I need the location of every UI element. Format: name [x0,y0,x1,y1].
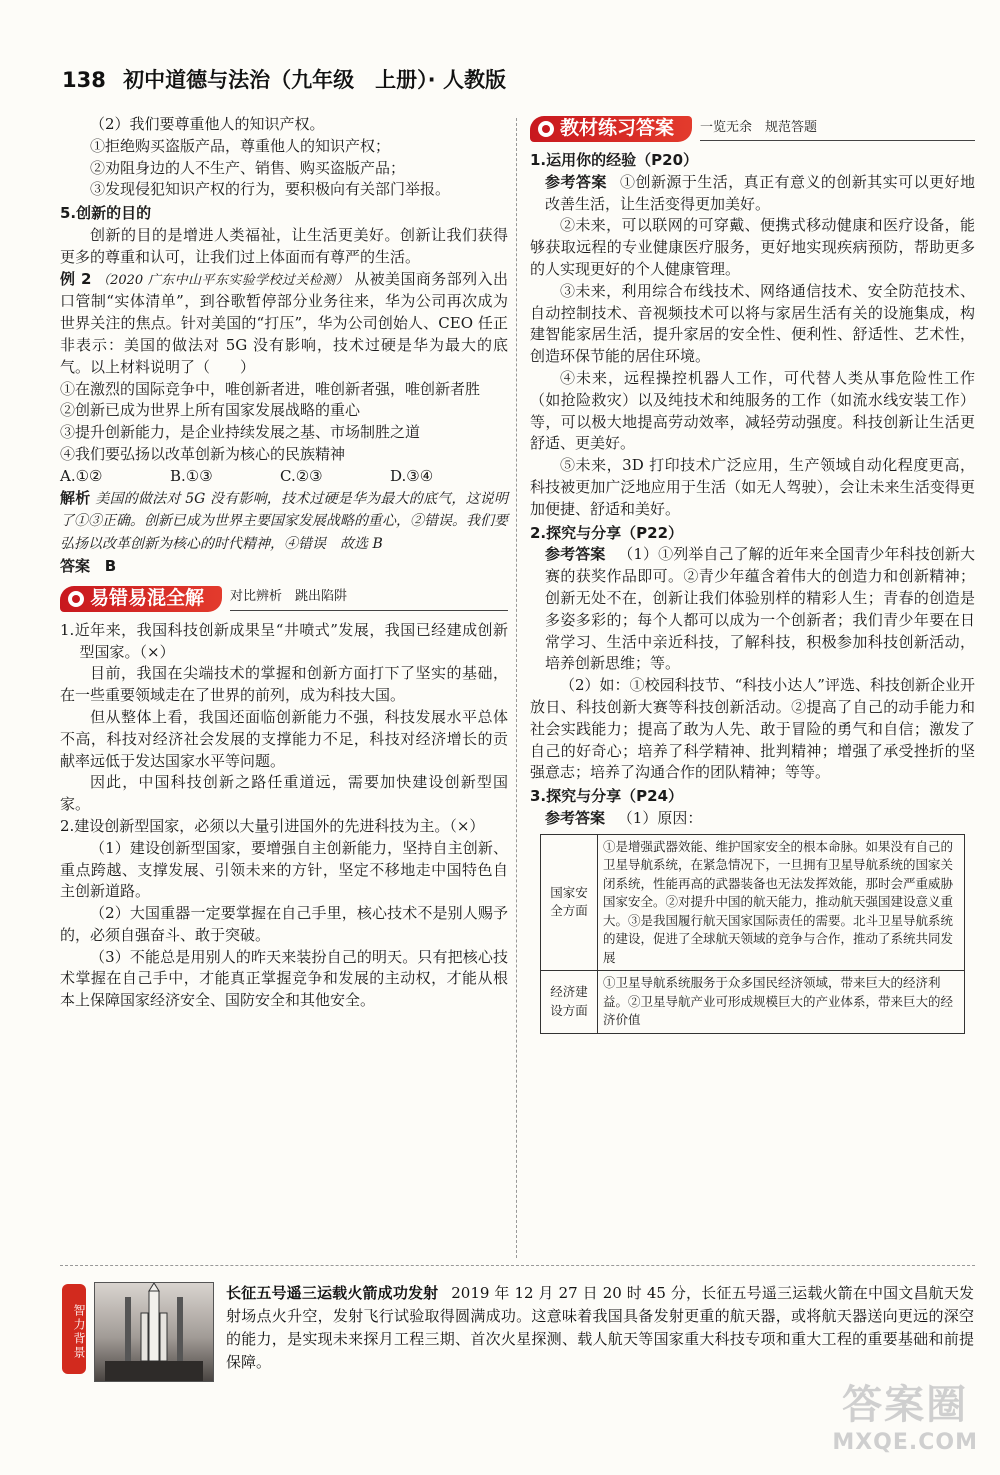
ip-item-2: （2）我们要尊重他人的知识产权。 [90,115,325,133]
error-1-title: 1.近年来，我国科技创新成果呈“井喷式”发展，我国已经建成创新型国家。（×） [60,620,508,661]
section-5-body: 创新的目的是增进人类福祉，让生活更美好。创新让我们获得更多的尊重和认可，让我们过上体面而有尊严的生活。 [60,225,508,266]
q1-para: ④未来，远程操控机器人工作，可代替人类从事危险性工作（如抢险救灾）以及纯技术和纯服务的工作（如流水线安装工作）等，可以极大地提高劳动效率，减轻劳动强度。科技创新让生活更舒适、更美好。 [530,368,975,453]
page-header [62,64,506,94]
choice-b: B.①③ [170,466,213,485]
table-body-cell: ①是增强武器效能、维护国家安全的根本命脉。如果没有自己的卫星导航系统，在紧急情况下，一旦拥有卫星导航系统的国家关闭系统，性能再高的武器装备也无法发挥效能，那时会严重威胁国家安全。②对提升中国的航天能力，推动航天强国建设意义重大。③是我国履行航天国家国际责任的需要。北斗卫星导航系统的建设，促进了全球航天领域的竞争与合作，推动了系统共同发展 [598,834,965,971]
footer-divider [60,1265,975,1266]
example-2-option: ④我们要弘扬以改革创新为核心的民族精神 [60,444,346,463]
error-2-para: （3）不能总是用别人的昨天来装扮自己的明天。只有把核心技术掌握在自己手中，才能真正掌握竞争和发展的主动权，才能从根本上保障国家经济安全、国防安全和其他安全。 [60,947,508,1010]
error-2-title: 2.建设创新型国家，必须以大量引进国外的先进科技为主。（×） [60,816,485,835]
column-divider [516,118,517,1258]
q1-para: ③未来，利用综合布线技术、网络通信技术、安全防范技术、自动控制技术、音视频技术可以将与家居生活有关的设施集成，构建智能家居生活，提升家居的安全性、便利性、舒适性、艺术性，创造环保节能的居住环境。 [530,281,975,366]
error-section-subtitle: 对比辨析 跳出陷阱 [230,586,508,611]
choice-d: D.③④ [390,466,434,485]
example-2-body: 从被美国商务部列入出口管制“实体清单”，到谷歌暂停部分业务往来，华为公司再次成为世界关注的焦点。针对美国的“打压”，华为公司创始人、CEO 任正非表示：美国的做法对 5G 没有影响，技术过硬是华为最大的底气。以上材料说明了（ ） [60,269,508,376]
ip-item-2-2: ②劝阻身边的人不生产、销售、购买盗版产品； [90,158,406,177]
example-2-source: （2020 广东中山平东实验学校过关检测） [96,272,350,288]
error-1-para: 但从整体上看，我国还面临创新能力不强，科技发展水平总体不高，科技对经济社会发展的支撑能力不足，科技对经济增长的贡献率远低于发达国家水平等问题。 [60,707,508,770]
error-section-title: 易错易混全解 [90,586,205,609]
q1-para: ①创新源于生活，真正有意义的创新其实可以更好地改善生活，让生活变得更加美好。 [545,172,975,213]
analysis-label: 解析 [60,488,91,507]
q2-para: （2）如：①校园科技节、“科技小达人”评选、科技创新企业开放日、科技创新大赛等科技创新活动。②提高了自己的动手能力和社会实践能力；提高了敢为人先、敢于冒险的勇气和自信；激发了自己的好奇心；培养了科学精神、批判精神；增强了承受挫折的坚强意志；培养了沟通合作的团队精神；等等。 [530,676,975,782]
q1-title: 1.运用你的经验（P20） [530,151,699,169]
reference-answer-label: 参考答案 [545,545,606,564]
q3-first [530,808,975,830]
reference-answer-label: 参考答案 [545,808,606,827]
ip-item-2-1: ①拒绝购买盗版产品，尊重他人的知识产权； [90,136,391,155]
q1-para: ⑤未来，3D 打印技术广泛应用，生产领域自动化程度更高，科技被更加广泛地应用于生活（如无人驾驶），会让未来生活变得更加便捷、舒适和美好。 [530,456,975,518]
analysis [60,488,508,556]
watermark [832,1373,978,1455]
error-1-para: 目前，我国在尖端技术的掌握和创新方面打下了坚实的基础，在一些重要领域走在了世界的前列，成为科技大国。 [60,664,508,705]
table-head-cell: 国家安全方面 [541,834,598,971]
example-2-label: 例 2 [60,269,92,288]
example-2 [60,269,508,379]
error-section-banner [60,584,508,614]
table-body-cell: ①卫星导航系统服务于众多国民经济领域，带来巨大的经济利益。②卫星导航产业可形成规模巨大的产业体系，带来巨大的经济价值 [598,971,965,1034]
answers-title: 教材练习答案 [560,117,675,140]
left-column [60,114,508,1012]
rocket-icon [95,1283,213,1381]
example-2-option: ①在激烈的国际竞争中，唯创新者进，唯创新者强，唯创新者胜 [60,379,481,398]
table-row [541,971,965,1034]
q1-first [530,172,975,216]
q2-para: （1）①列举自己了解的近年来全国青少年科技创新大赛的获奖作品即可。②青少年蕴含着伟大的创造力和创新精神；创新无处不在，创新让我们体验别样的精彩人生；青春的创造是多姿多彩的；每个人都可以成为一个创新者；我们青少年要在日常学习、生活中亲近科技，了解科技，积极参加科技创新活动，培养创新思维；等。 [545,545,975,673]
error-2-para: （2）大国重器一定要掌握在自己手里，核心技术不是别人赐予的，必须自强奋斗、敢于突破。 [60,904,508,944]
tip-title: 长征五号遥三运载火箭成功发射 [226,1284,439,1302]
tip-tab: 智力背景 [62,1284,86,1374]
right-column [530,114,975,1034]
q2-first [530,544,975,675]
answers-banner [530,114,975,144]
book-title: 初中道德与法治（九年级 上册）· 人教版 [123,68,506,92]
bullet-icon [68,591,84,607]
tip-text-block [226,1282,974,1374]
section-5-title: 5.创新的目的 [60,204,152,223]
q3-sub: （1）原因： [617,808,703,827]
watermark-line-2: MXQE.COM [832,1430,978,1455]
example-2-option: ②创新已成为世界上所有国家发展战略的重心 [60,401,361,420]
error-section-tag [60,586,222,612]
watermark-line-1: 答案圈 [842,1382,969,1428]
reference-answer-label: 参考答案 [545,172,607,191]
bullet-icon [538,121,554,137]
q2-title: 2.探究与分享（P22） [530,523,684,542]
answers-subtitle: 一览无余 规范答题 [700,117,975,142]
reasons-table [540,834,965,1034]
table-row [541,834,965,971]
analysis-text: 美国的做法对 5G 没有影响，技术过硬是华为最大的底气，这说明了①③正确。创新已成为世界主要国家发展战略的重心，②错误。我们要弘扬以改革创新为核心的时代精神，④错误 故选 B [60,490,508,553]
choice-c: C.②③ [280,466,323,485]
answer-value: B [104,556,117,575]
answers-tag [530,116,692,142]
rocket-photo [94,1282,214,1382]
example-2-choices [60,466,508,488]
error-2-para: （1）建设创新型国家，要增强自主创新能力，坚持自主创新、重点跨越、支撑发展、引领未来的方针，坚定不移地走中国特色自主创新道路。 [60,838,508,901]
error-1-para: 因此，中国科技创新之路任重道远，需要加快建设创新型国家。 [60,773,508,814]
q3-title: 3.探究与分享（P24） [530,787,684,806]
answer-label: 答案 [60,556,91,575]
choice-a: A.①② [60,466,103,485]
answer [60,556,508,578]
tip-body: 2019 年 12 月 27 日 20 时 45 分，长征五号遥三运载火箭在中国文昌航天发射场点火升空，发射飞行试验取得圆满成功。这意味着我国具备发射更重的航天器，或将航天器送向更远的深空的能力，是实现未来探月工程三期、首次火星探测、载人航天等国家重大科技专项和重大工程的重要基础和前提保障。 [226,1284,974,1371]
q1-para: ②未来，可以联网的可穿戴、便携式移动健康和医疗设备，能够获取远程的专业健康医疗服务，更好地实现疾病预防，帮助更多的人实现更好的个人健康管理。 [530,216,975,278]
table-head-cell: 经济建设方面 [541,971,598,1034]
page-number: 138 [62,68,106,92]
ip-item-2-3: ③发现侵犯知识产权的行为，要积极向有关部门举报。 [90,180,451,199]
example-2-option: ③提升创新能力，是企业持续发展之基、市场制胜之道 [60,423,421,442]
